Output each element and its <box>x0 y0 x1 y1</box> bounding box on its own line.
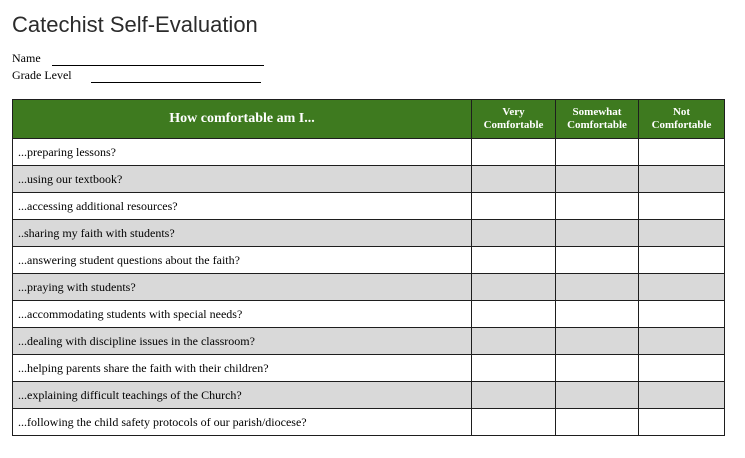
table-row <box>13 409 725 436</box>
very-comfortable-cell[interactable] <box>472 355 556 382</box>
somewhat-comfortable-cell[interactable] <box>556 139 639 166</box>
question-cell: ..sharing my faith with students? <box>13 220 472 247</box>
question-cell: ...helping parents share the faith with their children? <box>13 355 472 382</box>
not-comfortable-cell[interactable] <box>639 220 725 247</box>
not-comfortable-cell[interactable] <box>639 193 725 220</box>
somewhat-comfortable-cell[interactable] <box>556 328 639 355</box>
not-comfortable-cell[interactable] <box>639 247 725 274</box>
very-comfortable-header: Very Comfortable <box>472 100 556 139</box>
question-cell: ...explaining difficult teachings of the Church? <box>13 382 472 409</box>
very-comfortable-cell[interactable] <box>472 139 556 166</box>
grade-level-label: Grade Level <box>12 68 72 82</box>
not-comfortable-cell[interactable] <box>639 328 725 355</box>
very-comfortable-cell[interactable] <box>472 193 556 220</box>
question-cell: ...answering student questions about the faith? <box>13 247 472 274</box>
not-comfortable-cell[interactable] <box>639 139 725 166</box>
table-row <box>13 220 725 247</box>
question-cell: ...accessing additional resources? <box>13 193 472 220</box>
somewhat-comfortable-cell[interactable] <box>556 274 639 301</box>
very-comfortable-cell[interactable] <box>472 301 556 328</box>
question-cell: ...preparing lessons? <box>13 139 472 166</box>
table-row <box>13 301 725 328</box>
not-comfortable-cell[interactable] <box>639 382 725 409</box>
somewhat-comfortable-cell[interactable] <box>556 166 639 193</box>
not-comfortable-cell[interactable] <box>639 301 725 328</box>
somewhat-comfortable-cell[interactable] <box>556 355 639 382</box>
very-comfortable-cell[interactable] <box>472 274 556 301</box>
very-comfortable-cell[interactable] <box>472 409 556 436</box>
page-title: Catechist Self-Evaluation <box>12 12 258 37</box>
not-comfortable-cell[interactable] <box>639 409 725 436</box>
somewhat-comfortable-cell[interactable] <box>556 409 639 436</box>
table-row <box>13 139 725 166</box>
very-comfortable-cell[interactable] <box>472 166 556 193</box>
table-row <box>13 328 725 355</box>
question-column-header: How comfortable am I... <box>13 100 472 139</box>
grade-level-field[interactable] <box>12 68 72 84</box>
table-row <box>13 382 725 409</box>
table-row <box>13 274 725 301</box>
name-blank-line[interactable] <box>52 65 264 66</box>
question-cell: ...using our textbook? <box>13 166 472 193</box>
evaluation-table <box>12 99 725 436</box>
table-row <box>13 166 725 193</box>
question-cell: ...praying with students? <box>13 274 472 301</box>
somewhat-comfortable-cell[interactable] <box>556 382 639 409</box>
somewhat-comfortable-header: Somewhat Comfortable <box>556 100 639 139</box>
grade-level-blank-line[interactable] <box>91 82 261 83</box>
table-header-row <box>13 100 725 139</box>
very-comfortable-cell[interactable] <box>472 328 556 355</box>
question-cell: ...dealing with discipline issues in the classroom? <box>13 328 472 355</box>
somewhat-comfortable-cell[interactable] <box>556 220 639 247</box>
table-row <box>13 193 725 220</box>
not-comfortable-header: Not Comfortable <box>639 100 725 139</box>
somewhat-comfortable-cell[interactable] <box>556 247 639 274</box>
name-field[interactable] <box>12 51 41 67</box>
very-comfortable-cell[interactable] <box>472 382 556 409</box>
somewhat-comfortable-cell[interactable] <box>556 193 639 220</box>
name-label: Name <box>12 51 41 65</box>
table-row <box>13 247 725 274</box>
not-comfortable-cell[interactable] <box>639 355 725 382</box>
table-row <box>13 355 725 382</box>
question-cell: ...following the child safety protocols of our parish/diocese? <box>13 409 472 436</box>
not-comfortable-cell[interactable] <box>639 274 725 301</box>
very-comfortable-cell[interactable] <box>472 247 556 274</box>
question-cell: ...accommodating students with special needs? <box>13 301 472 328</box>
somewhat-comfortable-cell[interactable] <box>556 301 639 328</box>
not-comfortable-cell[interactable] <box>639 166 725 193</box>
very-comfortable-cell[interactable] <box>472 220 556 247</box>
